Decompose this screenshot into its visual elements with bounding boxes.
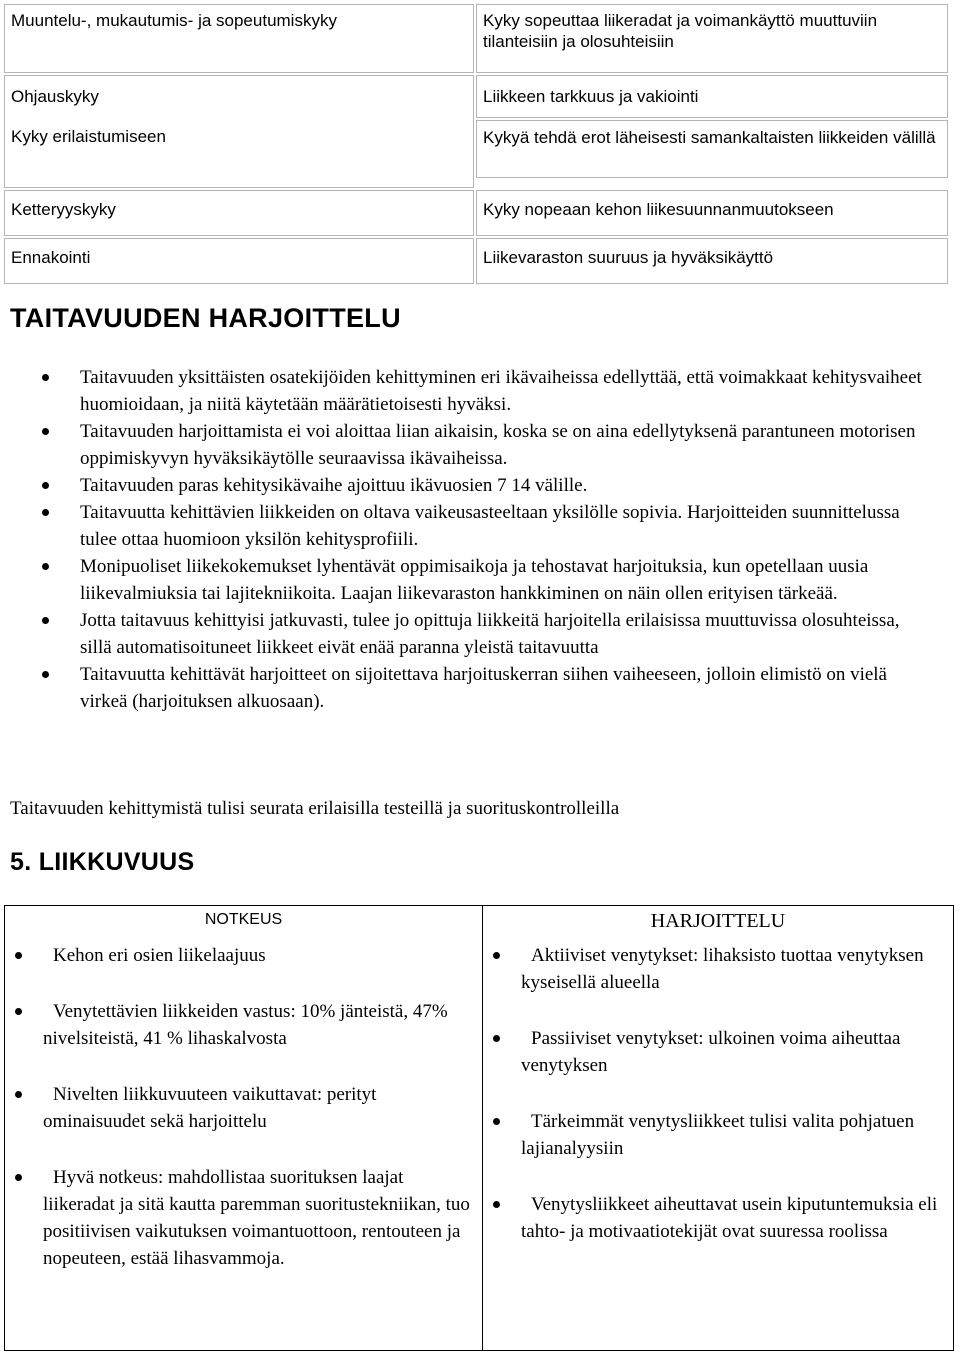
skill-name: Ennakointi	[4, 238, 474, 284]
note-text: Taitavuuden kehittymistä tulisi seurata erilaisilla testeillä ja suorituskontrolleilla	[10, 798, 620, 819]
bullet-list	[483, 942, 953, 1245]
bullet-list	[5, 942, 482, 1272]
list-item: Taitavuutta kehittävien liikkeiden on oltava vaikeusasteeltaan yksilölle sopivia. Harjoitteiden suunnittelussa tulee ottaa huomioon yksilön kehitysprofiili.	[0, 499, 930, 553]
list-item	[483, 1108, 953, 1162]
bullet-list	[0, 364, 930, 715]
section-title: 5. LIIKKUVUUS	[10, 848, 195, 876]
list-item	[483, 1025, 953, 1079]
list-item-text: Venytysliikkeet aiheuttavat usein kiputuntemuksia eli tahto- ja motivaatiotekijät ovat suuressa roolissa	[521, 1194, 938, 1242]
table-row	[4, 190, 948, 236]
list-item	[5, 1081, 482, 1135]
list-item-text: Hyvä notkeus: mahdollistaa suorituksen laajat liikeradat ja sitä kautta paremman suoritustekniikan, tuo positiivisen vaikutuksen voimantuottoon, rentouteen ja nopeuteen, estää lihasvammoja.	[43, 1167, 470, 1269]
skill-description: Kykyä tehdä erot läheisesti samankaltaisten liikkeiden välillä	[476, 120, 948, 178]
list-item-text: Passiiviset venytykset: ulkoinen voima aiheuttaa venytyksen	[521, 1028, 901, 1076]
skill-description: Kyky nopeaan kehon liikesuunnanmuutokseen	[476, 190, 948, 236]
table-row	[4, 75, 948, 188]
list-item: Taitavuuden paras kehitysikävaihe ajoittuu ikävuosien 7 14 välille.	[0, 472, 930, 499]
list-item	[5, 1164, 482, 1272]
list-item-text: Aktiiviset venytykset: lihaksisto tuottaa venytyksen kyseisellä alueella	[521, 945, 924, 993]
skill-name: Ketteryyskyky	[4, 190, 474, 236]
list-item-text: Kehon eri osien liikelaajuus	[53, 945, 266, 966]
list-item-text: Nivelten liikkuvuuteen vaikuttavat: perityt ominaisuudet sekä harjoittelu	[43, 1084, 377, 1132]
list-item	[483, 1191, 953, 1245]
section-title: TAITAVUUDEN HARJOITTELU	[10, 303, 401, 333]
skill-description: Kyky sopeuttaa liikeradat ja voimankäyttö muuttuviin tilanteisiin ja olosuhteisiin	[476, 4, 948, 73]
list-item: Jotta taitavuus kehittyisi jatkuvasti, tulee jo opittuja liikkeitä harjoitella erilaisissa muuttuvissa olosuhteissa, sillä automatisoituneet liikkeet eivät enää paranna yleistä taitavuutta	[0, 607, 930, 661]
list-item: Taitavuuden yksittäisten osatekijöiden kehittyminen eri ikävaiheissa edellyttää, että voimakkaat kehitysvaiheet huomioidaan, ja niitä käytetään määrätietoisesti hyväksi.	[0, 364, 930, 418]
list-item-text: Tärkeimmät venytysliikkeet tulisi valita pohjatuen lajianalyysiin	[521, 1111, 915, 1159]
left-column	[5, 906, 482, 1272]
list-item: Taitavuuden harjoittamista ei voi aloittaa liian aikaisin, koska se on aina edellytyksenä parantuneen motorisen oppimiskyvyn hyväksikäytölle seuraavissa ikävaiheissa.	[0, 418, 930, 472]
right-column	[483, 906, 953, 1245]
column-header: NOTKEUS	[204, 911, 283, 928]
list-item	[5, 998, 482, 1052]
skill-description: Liikevaraston suuruus ja hyväksikäyttö	[476, 238, 948, 284]
list-item	[483, 942, 953, 996]
skill-name: Muuntelu-, mukautumis- ja sopeutumiskyky	[4, 4, 474, 73]
column-header: HARJOITTELU	[650, 910, 786, 932]
skill-description-cell	[476, 75, 948, 188]
skill-name-cell	[4, 75, 474, 188]
list-item	[5, 942, 482, 969]
skill-name: Kyky erilaistumiseen	[11, 127, 166, 146]
list-item: Taitavuutta kehittävät harjoitteet on sijoitettava harjoituskerran siihen vaiheeseen, jolloin elimistö on vielä virkeä (harjoituksen alkuosaan).	[0, 661, 930, 715]
skills-table	[2, 2, 950, 286]
skill-description: Liikkeen tarkkuus ja vakiointi	[476, 75, 948, 118]
table-row	[4, 4, 948, 73]
list-item-text: Venytettävien liikkeiden vastus: 10% jänteistä, 47% nivelsiteistä, 41 % lihaskalvosta	[43, 1001, 448, 1049]
list-item: Monipuoliset liikekokemukset lyhentävät oppimisaikoja ja tehostavat harjoituksia, kun opetellaan uusia liikevalmiuksia tai lajitekniikoita. Laajan liikevaraston hankkiminen on näin ollen erityisen tärkeää.	[0, 553, 930, 607]
flexibility-table	[4, 905, 954, 1351]
table-row	[4, 238, 948, 284]
skill-name: Ohjauskyky	[11, 87, 99, 106]
